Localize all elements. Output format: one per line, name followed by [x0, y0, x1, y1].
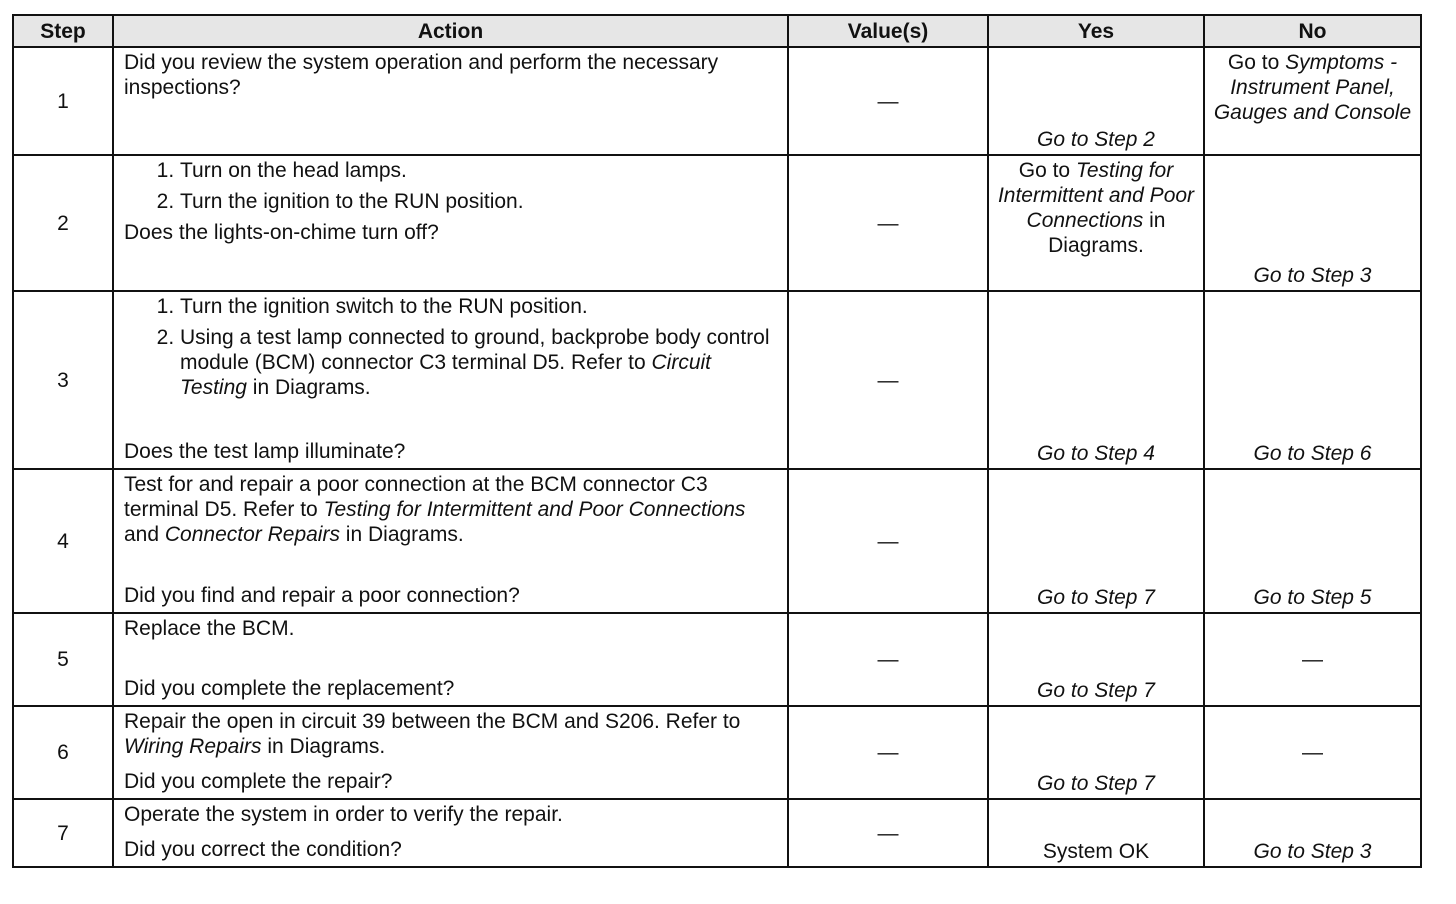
- table-row: [13, 291, 1421, 469]
- list-item-text: Using a test lamp connected to ground, backprobe body control module (BCM) connector C3 terminal D5. Refer to: [180, 326, 770, 374]
- action-question: Did you review the system operation and perform the necessary inspections?: [124, 51, 719, 99]
- no-goto-link[interactable]: Go to Step 6: [1253, 442, 1372, 465]
- action-question: Did you correct the condition?: [124, 838, 402, 861]
- step-number: 7: [13, 799, 113, 867]
- diagnostic-table-container: [12, 14, 1422, 868]
- yes-cell: [988, 291, 1204, 469]
- list-item: 1. Turn the ignition switch to the RUN position.: [180, 294, 777, 319]
- table-row: [13, 469, 1421, 613]
- table-row: [13, 155, 1421, 291]
- diagnostic-table: [12, 14, 1422, 868]
- action-text: Operate the system in order to verify the repair.: [124, 803, 563, 826]
- no-prefix: Go to: [1227, 51, 1286, 74]
- action-cell: [113, 706, 788, 799]
- yes-goto-link[interactable]: Go to Step 7: [1037, 679, 1155, 702]
- yes-cell: [988, 706, 1204, 799]
- table-row: [13, 799, 1421, 867]
- action-text: Test for and repair a poor connection at the BCM connector C3 terminal D5. Refer to: [124, 473, 708, 521]
- step-number: 5: [13, 613, 113, 706]
- action-cell: [113, 613, 788, 706]
- header-step: Step: [13, 15, 113, 47]
- list-item-suffix: in Diagrams.: [246, 376, 371, 399]
- header-action: Action: [113, 15, 788, 47]
- yes-cell: System OK: [988, 799, 1204, 867]
- connector-repairs-link[interactable]: Connector Repairs: [164, 523, 340, 546]
- step-number: 2: [13, 155, 113, 291]
- yes-cell: [988, 469, 1204, 613]
- yes-goto-link[interactable]: Go to Step 7: [1037, 772, 1155, 795]
- yes-cell: [988, 155, 1204, 291]
- no-cell: [1204, 291, 1421, 469]
- list-item: 1. Turn on the head lamps.: [180, 158, 777, 183]
- no-cell: [1204, 799, 1421, 867]
- header-yes: Yes: [988, 15, 1204, 47]
- action-text: Repair the open in circuit 39 between the BCM and S206. Refer to: [124, 710, 741, 733]
- value-cell: —: [788, 706, 988, 799]
- action-list: [124, 158, 777, 214]
- circuit-testing-link[interactable]: Circuit Testing: [180, 351, 712, 399]
- step-number: 3: [13, 291, 113, 469]
- table-row: [13, 47, 1421, 155]
- wiring-repairs-link[interactable]: Wiring Repairs: [124, 735, 262, 758]
- no-cell: [1204, 155, 1421, 291]
- yes-cell: [988, 613, 1204, 706]
- list-item: 2. Turn the ignition to the RUN position.: [180, 189, 777, 214]
- action-list: [124, 294, 777, 400]
- header-values: Value(s): [788, 15, 988, 47]
- table-row: [13, 706, 1421, 799]
- action-cell: [113, 155, 788, 291]
- yes-goto-link[interactable]: Go to Step 7: [1037, 586, 1155, 609]
- action-cell: [113, 799, 788, 867]
- value-cell: —: [788, 613, 988, 706]
- action-question: Did you complete the repair?: [124, 770, 393, 793]
- value-cell: —: [788, 469, 988, 613]
- yes-goto-link[interactable]: Go to Step 4: [1037, 442, 1155, 465]
- step-number: 6: [13, 706, 113, 799]
- no-cell: [1204, 47, 1421, 155]
- no-goto-link[interactable]: Symptoms - Instrument Panel, Gauges and Console: [1213, 51, 1412, 124]
- step-number: 4: [13, 469, 113, 613]
- action-question: Did you find and repair a poor connection?: [124, 584, 520, 607]
- header-no: No: [1204, 15, 1421, 47]
- no-cell: —: [1204, 706, 1421, 799]
- action-cell: [113, 47, 788, 155]
- no-cell: [1204, 469, 1421, 613]
- yes-goto-link[interactable]: Go to Step 2: [1037, 128, 1155, 151]
- no-goto-link[interactable]: Go to Step 3: [1253, 264, 1372, 287]
- value-cell: —: [788, 291, 988, 469]
- action-question: Does the lights-on-chime turn off?: [124, 221, 439, 244]
- action-text: Replace the BCM.: [124, 617, 295, 640]
- action-text-mid: and: [124, 523, 165, 546]
- list-item: [180, 325, 777, 400]
- action-cell: [113, 291, 788, 469]
- header-row: [13, 15, 1421, 47]
- action-cell: [113, 469, 788, 613]
- no-goto-link[interactable]: Go to Step 5: [1253, 586, 1372, 609]
- no-goto-link[interactable]: Go to Step 3: [1253, 840, 1372, 863]
- value-cell: —: [788, 155, 988, 291]
- testing-intermittent-link[interactable]: Testing for Intermittent and Poor Connections: [323, 498, 746, 521]
- action-text-suffix: in Diagrams.: [261, 735, 386, 758]
- action-question: Did you complete the replacement?: [124, 677, 455, 700]
- table-row: [13, 613, 1421, 706]
- action-text-suffix: in Diagrams.: [339, 523, 464, 546]
- value-cell: —: [788, 47, 988, 155]
- yes-cell: [988, 47, 1204, 155]
- yes-goto-link[interactable]: Testing for Intermittent and Poor Connections: [997, 159, 1195, 232]
- yes-prefix: Go to: [1018, 159, 1076, 182]
- step-number: 1: [13, 47, 113, 155]
- value-cell: —: [788, 799, 988, 867]
- yes-suffix: in Diagrams.: [1048, 209, 1166, 257]
- action-question: Does the test lamp illuminate?: [124, 440, 406, 463]
- no-cell: —: [1204, 613, 1421, 706]
